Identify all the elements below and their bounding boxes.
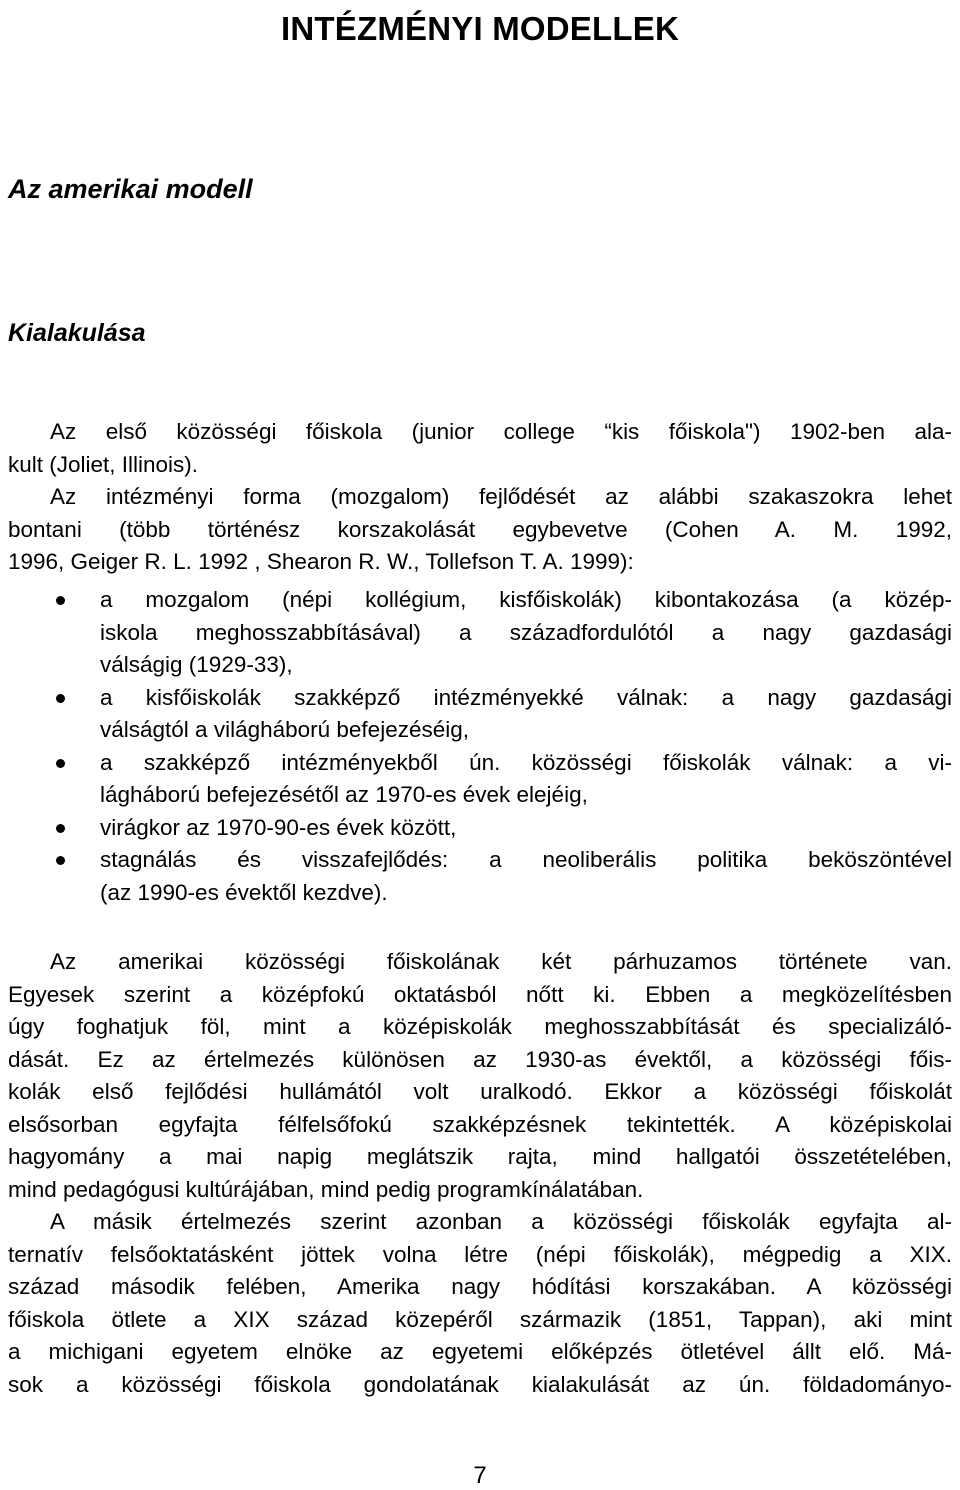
section-heading: Az amerikai modell: [8, 174, 253, 204]
intro-paragraph: [8, 416, 952, 579]
bullet-icon: [56, 596, 65, 605]
paragraph-line: főiskola ötlete a XIX század közepéről származik (1851, Tappan), aki mint: [8, 1306, 952, 1332]
intro-line: bontani (több történész korszakolását egybevetve (Cohen A. M. 1992,: [8, 516, 952, 542]
bullet-icon: [56, 824, 65, 833]
paragraph-line: ternatív felsőoktatásként jöttek volna létre (népi főiskolák), mégpedig a XIX.: [8, 1241, 952, 1267]
page-number: 7: [473, 1462, 487, 1489]
paragraph-line: mind pedagógusi kultúrájában, mind pedig programkínálatában.: [8, 1176, 644, 1202]
paragraph-line: A másik értelmezés szerint azonban a közösségi főiskolák egyfajta al-: [50, 1209, 952, 1234]
intro-line: Az első közösségi főiskola (junior college “kis főiskola") 1902-ben ala-: [50, 419, 952, 444]
body-paragraph-1: [8, 946, 952, 1206]
list-item-line: a kisfőiskolák szakképző intézményekké válnak: a nagy gazdasági: [100, 684, 952, 710]
paragraph-line: sok a közösségi főiskola gondolatának kialakulását az ún. földadományo-: [8, 1371, 952, 1397]
paragraph-line: hagyomány a mai napig meglátszik rajta, mind hallgatói összetételében,: [8, 1144, 952, 1169]
list-item-line: iskola meghosszabbításával) a századfordulótól a nagy gazdasági: [100, 619, 952, 645]
paragraph-line: dását. Ez az értelmezés különösen az 1930-as évektől, a közösségi főis-: [8, 1046, 952, 1072]
bullet-icon: [56, 856, 65, 865]
paragraph-line: kolák első fejlődési hullámától volt uralkodó. Ekkor a közösségi főiskolát: [8, 1079, 952, 1104]
paragraph-line: Az amerikai közösségi főiskolának két párhuzamos története van.: [50, 949, 952, 974]
body-paragraph-2: [8, 1206, 952, 1401]
subsection-heading: Kialakulása: [8, 319, 146, 347]
intro-line: kult (Joliet, Illinois).: [8, 451, 199, 477]
paragraph-line: elsősorban egyfajta félfelsőfokú szakképzésnek tekintették. A középiskolai: [8, 1111, 952, 1137]
paragraph-line: század második felében, Amerika nagy hódítási korszakában. A közösségi: [8, 1274, 952, 1299]
list-item-line: (az 1990-es évektől kezdve).: [100, 879, 388, 905]
intro-line: 1996, Geiger R. L. 1992 , Shearon R. W., Tollefson T. A. 1999):: [8, 549, 634, 574]
intro-line: Az intézményi forma (mozgalom) fejlődését az alábbi szakaszokra lehet: [50, 484, 952, 509]
paragraph-line: Egyesek szerint a középfokú oktatásból nőtt ki. Ebben a megközelítésben: [8, 981, 952, 1007]
list-item-line: virágkor az 1970-90-es évek között,: [100, 814, 457, 840]
list-item: [0, 747, 952, 812]
list-item: [0, 682, 952, 747]
paragraph-line: úgy foghatjuk föl, mint a középiskolák meghosszabbítását és specializáló-: [8, 1014, 952, 1039]
list-item-line: a mozgalom (népi kollégium, kisfőiskolák) kibontakozása (a közép-: [100, 587, 952, 612]
page-title: INTÉZMÉNYI MODELLEK: [281, 10, 679, 47]
list-item-line: stagnálás és visszafejlődés: a neoliberális politika beköszöntével: [100, 847, 952, 872]
list-item: [0, 812, 952, 845]
bullet-icon: [56, 694, 65, 703]
list-item-line: lágháború befejezésétől az 1970-es évek elejéig,: [100, 782, 588, 807]
list-item-line: válságig (1929-33),: [100, 652, 293, 677]
list-item-line: válságtól a világháború befejezéséig,: [100, 717, 469, 742]
list-item: [0, 584, 952, 682]
bullet-icon: [56, 759, 65, 768]
phase-list: [0, 584, 952, 909]
paragraph-line: a michigani egyetem elnöke az egyetemi előképzés ötletével állt elő. Má-: [8, 1339, 952, 1364]
list-item-line: a szakképző intézményekből ún. közösségi főiskolák válnak: a vi-: [100, 749, 952, 775]
list-item: [0, 844, 952, 909]
